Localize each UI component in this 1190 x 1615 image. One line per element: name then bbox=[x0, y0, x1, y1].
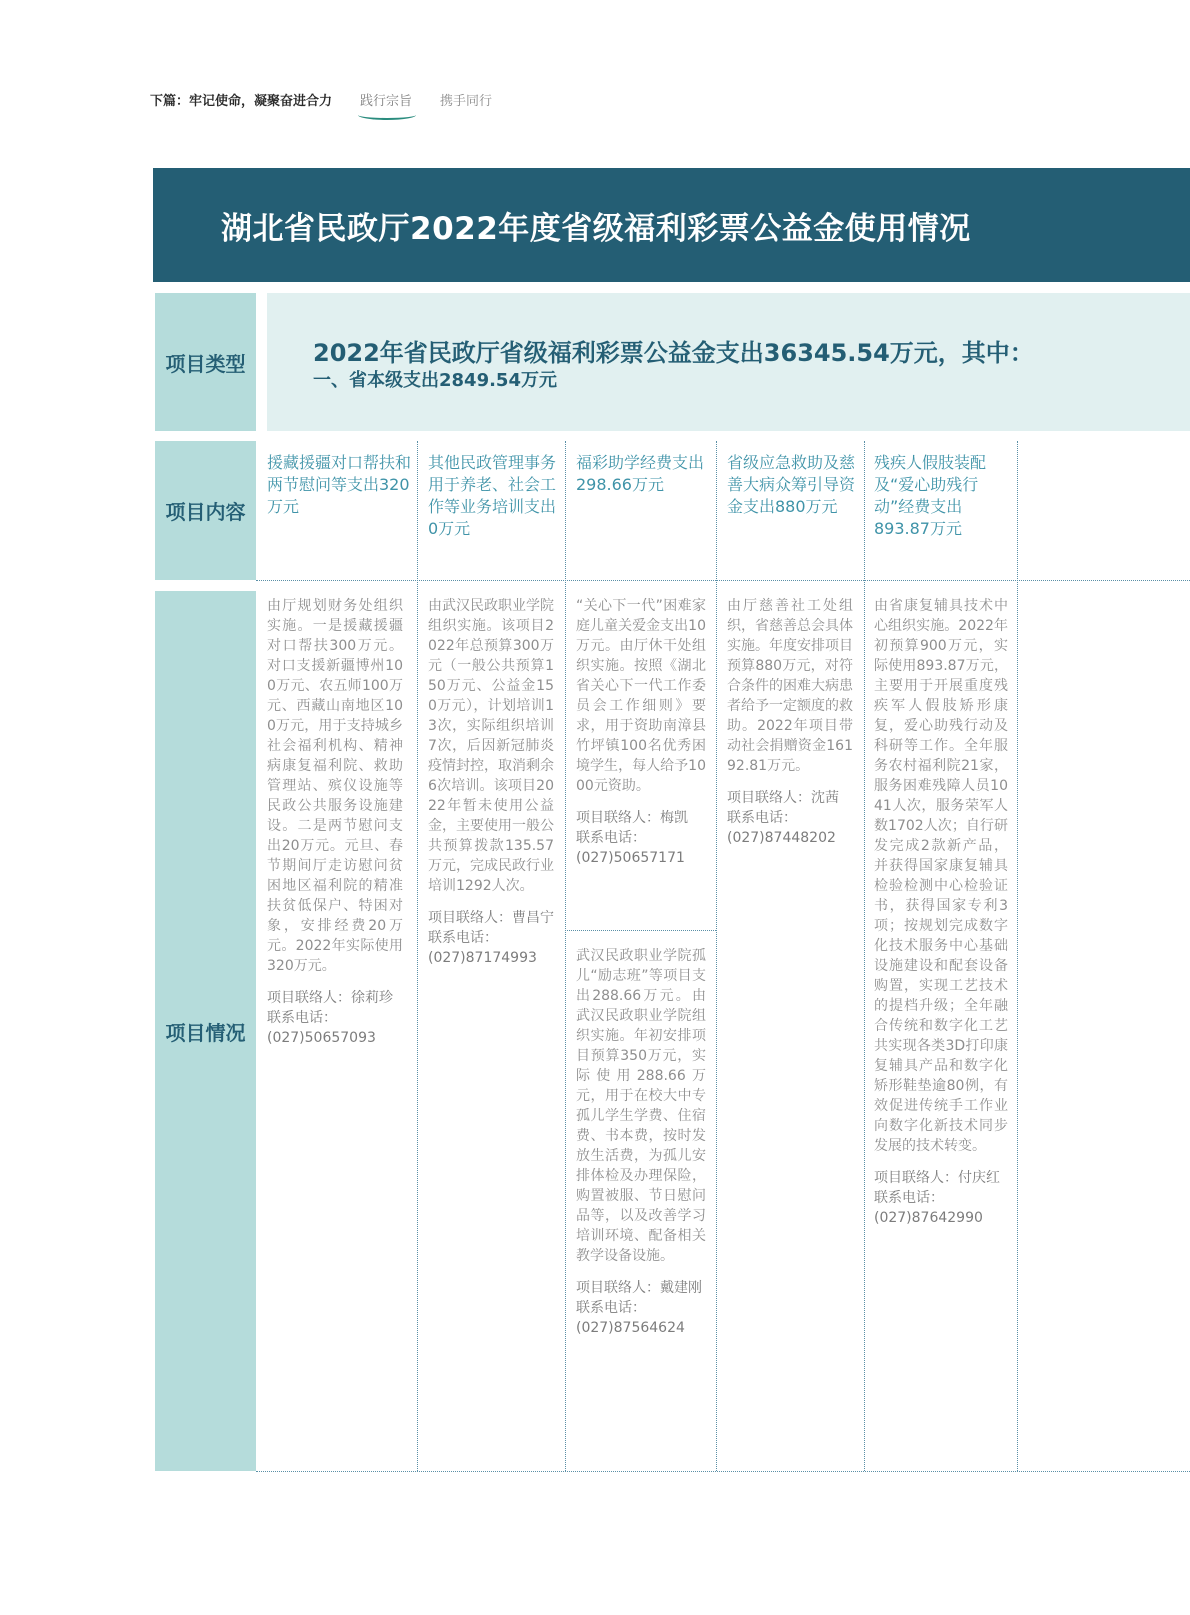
page-title: 湖北省民政厅2022年度省级福利彩票公益金使用情况 bbox=[221, 211, 971, 247]
tab-practice[interactable] bbox=[360, 90, 412, 109]
column-divider bbox=[1017, 441, 1018, 1471]
project-detail-text: 由厅慈善社工处组织，省慈善总会具体实施。年度安排项目预算880万元，对符合条件的困难大病患者给予一定额度的救助。2022年项目带动社会捐赠资金16192.81万元。 bbox=[727, 598, 853, 774]
summary-line-2: 一、省本级支出2849.54万元 bbox=[313, 370, 557, 391]
contact-phone: (027)50657093 bbox=[267, 1030, 376, 1046]
project-detail-4 bbox=[727, 596, 853, 848]
project-title-4: 省级应急救助及慈善大病众筹引导资金支出880万元 bbox=[727, 453, 856, 516]
summary-box bbox=[267, 293, 1190, 431]
row-label-type: 项目类型 bbox=[155, 293, 256, 431]
header-nav bbox=[150, 90, 492, 109]
contact-phone: (027)87564624 bbox=[576, 1320, 685, 1336]
row-label-content: 项目内容 bbox=[155, 441, 256, 580]
tab-practice-label: 践行宗旨 bbox=[360, 94, 413, 109]
project-detail-text: 由厅规划财务处组织实施。一是援藏援疆对口帮扶300万元。对口支援新疆博州100万元、农五师100万元、西藏山南地区100万元，用于支持城乡社会福利机构、精神病康复福利院、救助管理站、殡仪设施等民政公共服务设施建设。二是两节慰问支出20万元。元旦、春节期间厅走访慰问贫困地区福利院的精准扶贫低保户、特困对象，安排经费20万元。2022年实际使用320万元。 bbox=[267, 598, 403, 974]
active-tab-underline bbox=[358, 110, 416, 120]
project-detail-3a bbox=[576, 596, 706, 868]
column-divider bbox=[716, 441, 717, 1471]
contact-phone-label: 联系电话： bbox=[576, 830, 646, 846]
column-divider bbox=[864, 441, 865, 1471]
contact-person: 项目联络人：徐莉珍 bbox=[267, 990, 393, 1006]
contact-person: 项目联络人：沈茜 bbox=[727, 790, 839, 806]
contact-person: 项目联络人：戴建刚 bbox=[576, 1280, 702, 1296]
contact-phone-label: 联系电话： bbox=[428, 930, 498, 946]
project-title-1: 援藏援疆对口帮扶和两节慰问等支出320万元 bbox=[267, 453, 412, 516]
contact-person: 项目联络人：曹昌宁 bbox=[428, 910, 554, 926]
contact-phone-label: 联系电话： bbox=[267, 1010, 337, 1026]
project-detail-text: 由省康复辅具技术中心组织实施。2022年初预算900万元，实际使用893.87万元，主要用于开展重度残疾军人假肢矫形康复，爱心助残行动及科研等工作。全年服务农村福利院21家，服务困难残障人员1041人次，服务荣军人数1702人次；自行研发完成2款新产品，并获得国家康复辅具检验检测中心检验证书，获得国家专利3项；按规划完成数字化技术服务中心基础设施建设和配套设备购置，实现工艺技术的提档升级；全年融合传统和数字化工艺共实现各类3D打印康复辅具产品和数字化矫形鞋垫逾80例，有效促进传统手工作业向数字化新技术同步发展的技术转变。 bbox=[874, 598, 1008, 1154]
column-divider bbox=[417, 441, 418, 1471]
project-title-3: 福彩助学经费支出298.66万元 bbox=[576, 453, 705, 494]
project-detail-2 bbox=[428, 596, 554, 968]
project-detail-text: “关心下一代”困难家庭儿童关爱金支出10万元。由厅休干处组织实施。按照《湖北省关心下一代工作委员会工作细则》要求，用于资助南漳县竹坪镇100名优秀困境学生，每人给予1000元资助。 bbox=[576, 598, 706, 794]
cell-divider bbox=[565, 930, 716, 931]
contact-phone-label: 联系电话： bbox=[576, 1300, 646, 1316]
column-divider bbox=[565, 441, 566, 1471]
project-detail-text: 武汉民政职业学院孤儿“励志班”等项目支出288.66万元。由武汉民政职业学院组织实施。年初安排项目预算350万元，实际使用288.66万元，用于在校大中专孤儿学生学费、住宿费、书本费，按时发放生活费，为孤儿安排体检及办理保险，购置被服、节日慰问品等，以及改善学习培训环境、配备相关教学设备设施。 bbox=[576, 948, 706, 1264]
project-detail-3b bbox=[576, 946, 706, 1338]
contact-phone-label: 联系电话： bbox=[727, 810, 797, 826]
contact-phone-label: 联系电话： bbox=[874, 1190, 944, 1206]
row-label-situation: 项目情况 bbox=[155, 591, 256, 1471]
tab-together[interactable]: 携手同行 bbox=[440, 94, 493, 109]
section-title: 下篇：牢记使命，凝聚奋进合力 bbox=[150, 94, 333, 109]
project-detail-text: 由武汉民政职业学院组织实施。该项目2022年总预算300万元（一般公共预算150万元、公益金150万元），计划培训13次，实际组织培训7次，后因新冠肺炎疫情封控，取消剩余6次培训。该项目2022年暂未使用公益金，主要使用一般公共预算拨款135.57万元，完成民政行业培训1292人次。 bbox=[428, 598, 554, 894]
contact-person: 项目联络人：付庆红 bbox=[874, 1170, 1000, 1186]
contact-phone: (027)50657171 bbox=[576, 850, 685, 866]
project-title-5: 残疾人假肢装配及“爱心助残行动”经费支出893.87万元 bbox=[874, 453, 987, 538]
contact-person: 项目联络人：梅凯 bbox=[576, 810, 688, 826]
project-detail-5 bbox=[874, 596, 1008, 1228]
row-divider bbox=[256, 580, 1190, 581]
project-title-2: 其他民政管理事务用于养老、社会工作等业务培训支出0万元 bbox=[428, 453, 557, 538]
summary-line-1: 2022年省民政厅省级福利彩票公益金支出36345.54万元，其中： bbox=[313, 339, 1034, 367]
contact-phone: (027)87174993 bbox=[428, 950, 537, 966]
table-bottom-border bbox=[256, 1471, 1190, 1472]
title-banner bbox=[153, 168, 1190, 282]
project-detail-1 bbox=[267, 596, 403, 1048]
contact-phone: (027)87642990 bbox=[874, 1210, 983, 1226]
contact-phone: (027)87448202 bbox=[727, 830, 836, 846]
